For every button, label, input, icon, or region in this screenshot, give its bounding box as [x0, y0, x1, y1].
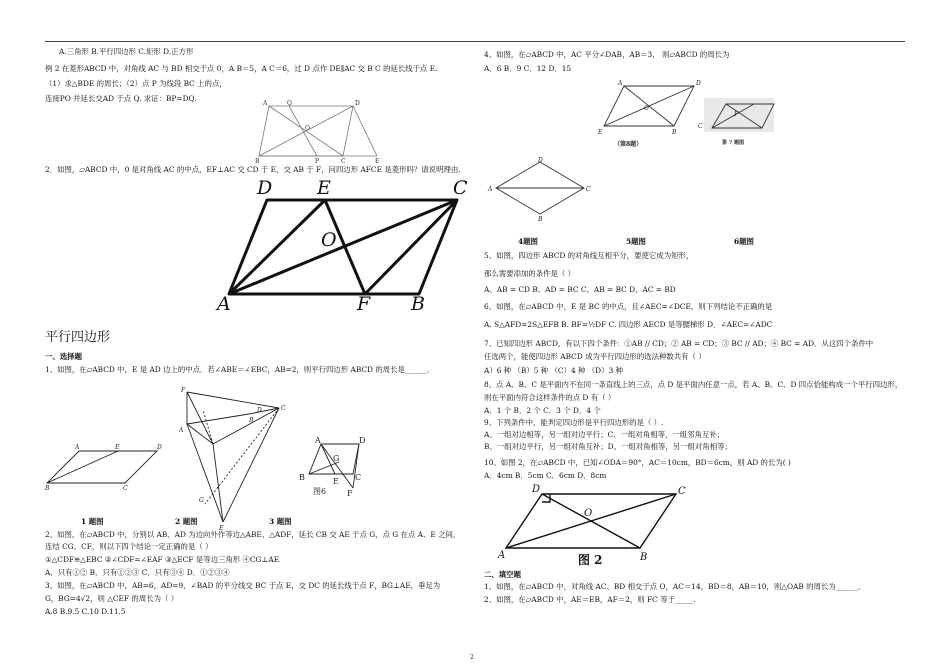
fig10-label: O [584, 508, 593, 519]
example-2-proof: 连接PO 并延长交AD 于点 Q. 求证：BP=DQ. [45, 94, 197, 103]
choice-section-heading: 一、选择题 [45, 352, 82, 361]
fig2-label: O [321, 229, 337, 251]
figure-caption: 4题图 [518, 237, 538, 246]
section-title: 平行四边形 [45, 330, 111, 345]
question-3-line: G，BG=4√2，则 △CEF 的周长为（ ） [45, 594, 179, 603]
question-5-line: 那么需要添加的条件是（ ） [484, 269, 576, 278]
fig10-caption: 图 2 [578, 553, 603, 567]
fig2-label: D [257, 177, 273, 199]
options-line: A.三角形 B.平行四边形 C.矩形 D.正方形 [59, 47, 194, 56]
fig2-label: B [411, 293, 425, 315]
fig1-label: Q [287, 100, 292, 107]
fig4-label: D [257, 407, 262, 414]
question-4-options: A．6 B．9 C．12 D．15 [484, 64, 572, 73]
question-2-text: 2．如图，▱ABCD 中，0 是对角线 AC 的中点，EF⊥AC 交 CD 于 E，交 AB 于 F，问四边形 AFCE 是菱形吗？请说明理由. [45, 165, 461, 174]
fig10-label: A [498, 550, 506, 561]
question-2b-line: 连结 CG、CF，则以下四个结论一定正确的是（ ） [45, 542, 213, 551]
fig1-label: B [255, 158, 260, 165]
figure-caption: 5题图 [626, 237, 646, 246]
fig5-label: C [355, 473, 362, 482]
question-6-line: 6、如图，在▱ABCD 中，E 是 BC 的中点，且∠AEC=∠DCE，则下列结论不正确的是 [484, 302, 773, 311]
question-2b-options: A．只有①② B．只有①②③ C．只有③④ D．①②③④ [45, 568, 230, 577]
figure-q3 [295, 432, 395, 542]
fig4-label: C [281, 405, 286, 412]
rhombus-label: C [586, 186, 591, 193]
fig10-label: D [532, 484, 541, 495]
fig3-label: C [123, 485, 128, 492]
fill-question-2: 2、如图，在▱ABCD 中，AE＝EB，AF＝2，则 FC 等于_____. [484, 595, 696, 604]
fig4-label: F [181, 387, 186, 394]
question-8-options: A．1 个 B．2 个 C．3 个 D．4 个 [484, 406, 601, 415]
fig3-label: A [75, 444, 80, 451]
question-7-line: 任选两个，能使四边形 ABCD 成为平行四边形的选法种数共有（ ） [484, 352, 706, 361]
example-2-text: 例 2 在菱形ABCD 中，对角线 AC 与 BD 相交于点 0，A B＝5，A C＝6，过 D 点作 DE∥AC 交 B C 的延长线于点 E. [45, 64, 438, 73]
fill-question-1: 1、如图，在▱ABCD 中，对角线 AC、BD 相交于点 O，AC＝14，BD＝8，AB＝10，则△OAB 的周长为______． [484, 582, 866, 591]
fig5-label: D [359, 436, 366, 445]
figure-q10 [500, 482, 700, 566]
question-7-line: 7、已知四边形 ABCD，有以下四个条件：①AB // CD；② AB = CD；③ BC // AD；④ BC = AD．从这四个条件中 [484, 339, 874, 348]
fig8-label: E [598, 129, 603, 136]
fig1-label: C [341, 158, 346, 165]
fig2-label: F [357, 293, 371, 315]
question-3-options: A.8 B.9.5 C.10 D.11.5 [45, 607, 126, 616]
example-2-questions: （1）求△BDE 的周长；（2）点 P 为线段 BC 上的点， [45, 79, 227, 88]
header-rule [45, 41, 905, 42]
figure-parallelogram-afce [217, 176, 477, 315]
question-10-options: A．4cm B．5cm C．6cm D．8cm [484, 471, 607, 480]
question-7-options: A）6 种 （B）5 种 （C）4 种 （D）3 种 [484, 366, 623, 375]
fig8-label: F [734, 111, 739, 118]
figure-q1 [45, 441, 165, 491]
fig7-caption: 第 7 题图 [722, 140, 744, 146]
fig1-label: P [315, 158, 320, 165]
question-10-line: 10、如图 2，在▱ABCD 中，已知∠ODA＝90°，AC＝10cm，BD＝6cm，则 AD 的长为( ) [484, 458, 791, 467]
question-4-text: 4、如图，在▱ABCD 中，AC 平分∠DAB，AB＝3， 则▱ABCD 的周长为 [484, 50, 730, 59]
fig5-label: 图6 [313, 487, 327, 496]
rhombus-label: A [488, 186, 493, 193]
fig1-label: D [355, 100, 360, 107]
question-2b-conclusions: ①△CDF≌△EBC ②∠CDF=∠EAF ③△ECF 是等边三角形 ④CG⊥AE [45, 555, 280, 564]
fig4-label: A [179, 427, 184, 434]
rhombus-label: D [538, 157, 543, 164]
fig5-label: F [347, 489, 353, 498]
fig4-label: B [249, 417, 254, 424]
question-3-line: 3、如图，在▱ABCD 中，AB=6，AD=9，∠BAD 的平分线交 BC 于点 E，交 DC 的延长线于点 F，BG⊥AE，垂足为 [45, 581, 441, 590]
fig5-label: G [333, 454, 340, 463]
question-1-text: 1、如图，在▱ABCD 中，E 是 AD 边上的中点．若∠ABE＝∠EBC，AB=2，则平行四边形 ABCD 的周长是______． [45, 365, 435, 374]
question-8-line: 则在平面内符合这样条件的点 D 有（ ） [484, 393, 616, 402]
figure-rhombus-extension [255, 100, 385, 164]
rhombus-label: B [538, 216, 543, 223]
question-5-line: 5、如图，四边形 ABCD 的对角线互相平分，要使它成为矩形， [484, 251, 694, 260]
fig3-label: E [115, 444, 120, 451]
fig8-label: D [696, 80, 701, 87]
figure-caption: 2 题图 [175, 517, 198, 526]
fig8-label: A [618, 80, 623, 87]
figure-rhombus [484, 158, 604, 222]
fig3-label: B [45, 485, 50, 492]
fig1-label: E [375, 158, 380, 165]
question-2b-line: 2、如图，在▱ABCD 中，分别以 AB、AD 为边向外作等边△ABE、△ADF，延长 CB 交 AE 于点 G，点 G 在点 A、E 之间， [45, 530, 461, 539]
fig5-label: A [315, 436, 321, 445]
fig5-label: B [299, 473, 305, 482]
fig4-label: E [219, 525, 224, 532]
figure-caption: 1 题图 [81, 517, 104, 526]
fig1-label: O [305, 125, 310, 132]
question-9-line: 9、下列条件中，能判定四边形是平行四边形的是（ ）. [484, 418, 664, 427]
fig10-label: B [640, 552, 648, 563]
fig10-label: C [678, 486, 686, 497]
fig3-label: D [157, 444, 162, 451]
fig8-label: C [698, 123, 703, 130]
question-9-option: B、一组对边平行，另一组对角互补；D、一组对角相等，另一组对角相等； [484, 442, 732, 451]
fig2-label: A [217, 293, 231, 315]
figure-q2 [177, 384, 287, 534]
question-8-line: 8、点 A、B、C 是平面内不在同一条直线上的三点，点 D 是平面内任意一点，若 A、B、C、D 四点恰能构成一个平行四边形， [484, 380, 903, 389]
fig2-label: E [317, 177, 331, 199]
question-9-option: A、一组对边相等，另一组对边平行；C、一组对角相等，一组邻角互补； [484, 430, 725, 439]
question-6-options: A. S△AFD=2S△EFB B. BF=½DF C. 四边形 AECD 是等腰梯形 D．∠AEC=∠ADC [484, 320, 773, 329]
fig5-label: E [333, 477, 339, 486]
question-5-options: A、AB = CD B、AD = BC C、AB = BC D、AC = BD [484, 285, 676, 294]
figure-q4 [598, 78, 794, 150]
fill-section-heading: 二、填空题 [484, 570, 521, 579]
figure-caption: 6题图 [734, 237, 754, 246]
fig1-label: A [263, 100, 268, 107]
fig4-label: G [199, 497, 204, 504]
fig2-label: C [453, 177, 468, 199]
figure-caption: 3 题图 [269, 517, 292, 526]
fig8-caption: （第8题） [614, 141, 643, 148]
page-number: 2 [470, 654, 474, 661]
fig8-label: B [672, 129, 677, 136]
fig8-label: O [644, 105, 649, 112]
